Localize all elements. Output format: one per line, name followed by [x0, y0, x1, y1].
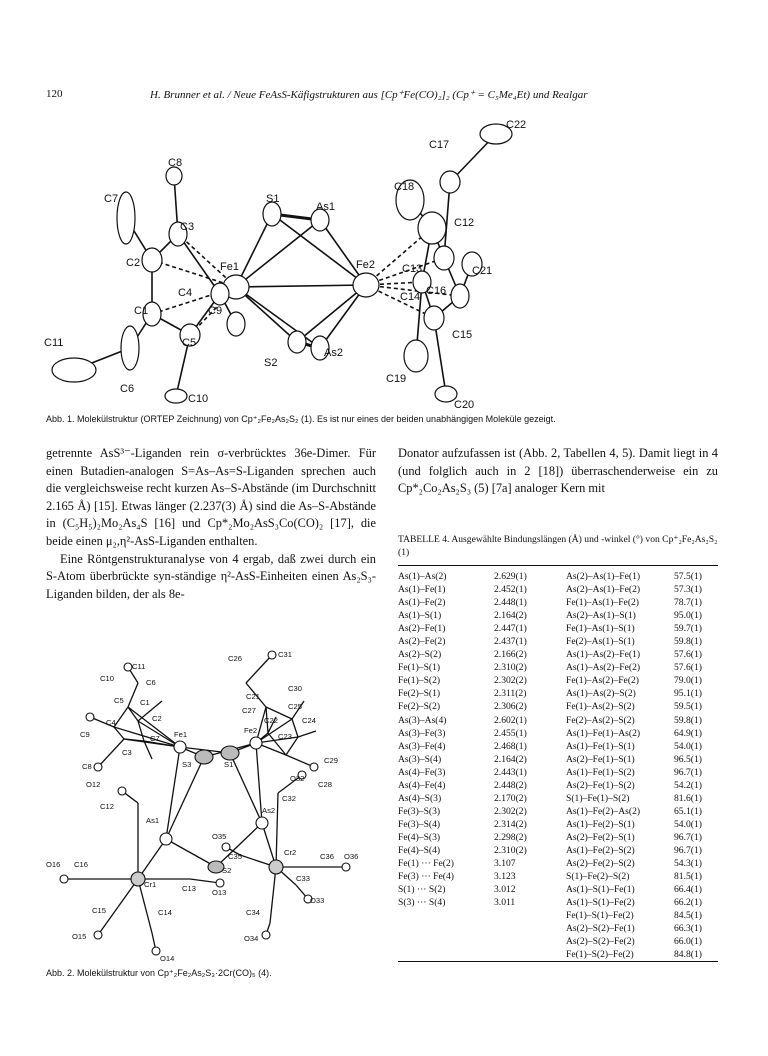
table-cell: 2.468(1): [494, 740, 527, 752]
table-cell: 2.302(2): [494, 805, 527, 817]
table-cell: Fe(1)–As(2)–S(2): [566, 701, 635, 713]
table-cell: 2.311(2): [494, 688, 527, 700]
svg-text:C32: C32: [282, 794, 296, 803]
svg-text:S2: S2: [222, 866, 232, 875]
table-cell: Fe(1)–S(2): [398, 675, 441, 687]
table-cell: S(1)–Fe(2)–S(2): [566, 871, 630, 883]
svg-text:C18: C18: [394, 181, 415, 193]
svg-text:Fe2: Fe2: [244, 726, 258, 735]
table-cell: 57.5(1): [674, 571, 702, 582]
svg-text:C12: C12: [454, 217, 475, 229]
table-cell: As(2)–S(2)–Fe(1): [566, 923, 635, 935]
table-cell: As(3)–Fe(3): [398, 727, 446, 739]
svg-text:O13: O13: [212, 888, 227, 897]
table-cell: 59.8(1): [674, 636, 702, 648]
svg-text:As1: As1: [316, 201, 335, 213]
table-row: [398, 779, 718, 792]
table-cell: 96.7(1): [674, 831, 702, 843]
table-cell: As(4)–Fe(3): [398, 766, 446, 778]
table-cell: As(2)–S(2)–Fe(2): [566, 936, 635, 948]
svg-text:C2: C2: [152, 714, 162, 723]
svg-text:C9: C9: [208, 305, 223, 317]
table-cell: 95.0(1): [674, 610, 702, 622]
svg-text:O35: O35: [212, 832, 227, 841]
table-cell: 2.629(1): [494, 571, 527, 582]
table-cell: 2.447(1): [494, 623, 527, 635]
table-cell: Fe(4)–S(4): [398, 844, 441, 856]
table-cell: Fe(3)–S(4): [398, 818, 441, 830]
svg-text:C8: C8: [168, 157, 183, 169]
table-row: [398, 935, 718, 948]
table-cell: 2.448(1): [494, 597, 527, 609]
svg-text:S1: S1: [224, 760, 234, 769]
table-cell: As(1)–S(1)–Fe(2): [566, 897, 635, 909]
table-cell: 96.7(1): [674, 844, 702, 856]
table-cell: 2.452(1): [494, 584, 527, 596]
body-text-right: [398, 445, 718, 498]
svg-text:S3: S3: [182, 760, 192, 769]
paragraph: getrennte AsS³⁻-Liganden rein σ-verbrücktes 36e-Dimer. Für einen Butadien-analogen S=As–As=S-Liganden sprechen auch die vergleichsweise recht kurzen As–S-Abstände (im Durchschnitt 2.165 Å) [15]. Etwas länger (2.237(3) Å) sind die As–S-Abstände in (C₅H₅)₂Mo₂As₄S [16] und Cp*₂Mo₂AsS₃Co(CO)₂ [17], die beide einen μ₂,η²-AsS-Liganden enthalten.: [46, 446, 376, 548]
svg-text:C36: C36: [320, 852, 334, 861]
svg-text:C1: C1: [134, 305, 149, 317]
table-cell: 2.310(2): [494, 662, 527, 674]
table-cell: As(1)–Fe(2)–As(2): [566, 805, 641, 817]
table-cell: 65.1(1): [674, 805, 702, 817]
svg-text:C22: C22: [506, 119, 527, 131]
table-cell: As(1)–Fe(2): [398, 597, 446, 609]
table-cell: [398, 909, 494, 922]
svg-text:C16: C16: [74, 860, 88, 869]
figure-1-caption: Abb. 1. Molekülstruktur (ORTEP Zeichnung) von Cp⁺₂Fe₂As₂S₂ (1). Es ist nur eines der beiden unabhängigen Moleküle gezeigt.: [46, 414, 556, 424]
svg-text:C31: C31: [278, 650, 292, 659]
table-row: [398, 883, 718, 896]
svg-text:C5: C5: [182, 337, 197, 349]
svg-text:C3: C3: [122, 748, 132, 757]
table-cell: As(4)–S(3): [398, 792, 442, 804]
table-cell: As(1)–As(2): [398, 571, 447, 582]
table-cell: 96.5(1): [674, 753, 702, 765]
table-cell: 57.6(1): [674, 662, 702, 674]
svg-text:C6: C6: [120, 383, 135, 395]
svg-text:Cr1: Cr1: [144, 880, 157, 889]
table-cell: As(1)–S(1)–Fe(1): [566, 884, 635, 896]
table-cell: As(2)–As(1)–Fe(1): [566, 571, 641, 582]
table-row: [398, 792, 718, 805]
table-cell: 2.314(2): [494, 818, 527, 830]
table-row: [398, 700, 718, 713]
table-cell: As(1)–As(2)–S(2): [566, 688, 636, 700]
svg-text:O15: O15: [72, 932, 87, 941]
table-cell: [398, 948, 494, 962]
table-row: [398, 818, 718, 831]
table-cell: As(3)–S(4): [398, 753, 442, 765]
table-cell: 3.011: [494, 897, 516, 909]
svg-text:C15: C15: [92, 906, 106, 915]
svg-text:C27: C27: [242, 706, 256, 715]
table-cell: As(2)–As(1)–Fe(2): [566, 584, 641, 596]
table-cell: 59.5(1): [674, 701, 702, 713]
table-row: [398, 753, 718, 766]
table-row: [398, 609, 718, 622]
table-cell: [494, 922, 566, 935]
table-cell: 3.123: [494, 871, 516, 883]
table-cell: 2.310(2): [494, 844, 527, 856]
svg-text:C21: C21: [472, 265, 493, 277]
table-cell: As(1)–S(1): [398, 610, 442, 622]
table-row: [398, 740, 718, 753]
svg-text:O32: O32: [290, 774, 305, 783]
svg-text:C35: C35: [228, 852, 242, 861]
table-cell: [494, 909, 566, 922]
svg-text:C21: C21: [246, 692, 260, 701]
svg-text:C14: C14: [400, 291, 421, 303]
svg-text:C33: C33: [296, 874, 310, 883]
table-cell: As(3)–As(4): [398, 714, 447, 726]
table-row: [398, 674, 718, 687]
table-cell: Fe(1) ··· Fe(2): [398, 858, 454, 870]
table-cell: 2.166(2): [494, 649, 527, 661]
table-cell: Fe(4)–S(3): [398, 831, 441, 843]
table-cell: [494, 935, 566, 948]
table-cell: As(3)–Fe(4): [398, 740, 446, 752]
svg-text:C19: C19: [386, 373, 407, 385]
table-cell: Fe(3)–S(3): [398, 805, 441, 817]
table-cell: 66.4(1): [674, 884, 702, 896]
svg-text:C4: C4: [106, 718, 116, 727]
table-cell: 2.164(2): [494, 610, 527, 622]
table-4: [398, 533, 720, 962]
svg-text:C2: C2: [126, 257, 141, 269]
svg-text:C24: C24: [302, 716, 316, 725]
table-cell: 2.455(1): [494, 727, 527, 739]
svg-text:C25: C25: [288, 702, 302, 711]
table-cell: [494, 948, 566, 962]
table-cell: 2.306(2): [494, 701, 527, 713]
table-cell: 2.443(1): [494, 766, 527, 778]
table-cell: 3.012: [494, 884, 516, 896]
svg-text:O16: O16: [46, 860, 61, 869]
svg-text:C17: C17: [429, 139, 450, 151]
table-cell: 2.170(2): [494, 792, 527, 804]
table-row: [398, 948, 718, 962]
table-cell: 84.5(1): [674, 910, 702, 922]
table-cell: As(1)–As(2)–Fe(1): [566, 649, 641, 661]
table-row: [398, 648, 718, 661]
table-row: [398, 909, 718, 922]
svg-text:C4: C4: [178, 287, 193, 299]
table-cell: 54.0(1): [674, 740, 702, 752]
table-cell: Fe(2)–As(2)–S(2): [566, 714, 635, 726]
running-head: H. Brunner et al. / Neue FeAsS-Käfigstrukturen aus [Cp⁺Fe(CO)₂]₂ (Cp⁺ = C₅Me₄Et) und Realgar: [150, 89, 588, 101]
table-row: [398, 622, 718, 635]
table-cell: 84.8(1): [674, 949, 702, 961]
svg-text:C20: C20: [454, 399, 475, 410]
svg-text:C10: C10: [100, 674, 114, 683]
table-cell: Fe(1)–S(1)–Fe(2): [566, 910, 634, 922]
table-cell: As(2)–Fe(2)–S(2): [566, 858, 635, 870]
table-cell: As(2)–Fe(2): [398, 636, 446, 648]
figure-1-ortep: [40, 110, 740, 410]
table-cell: S(1)–Fe(1)–S(2): [566, 792, 630, 804]
svg-text:C8: C8: [82, 762, 92, 771]
svg-text:C22: C22: [264, 716, 278, 725]
table-cell: As(2)–Fe(1)–S(1): [566, 753, 635, 765]
table-cell: 57.3(1): [674, 584, 702, 596]
table-cell: 78.7(1): [674, 597, 702, 609]
table-cell: 2.302(2): [494, 675, 527, 687]
svg-text:C11: C11: [132, 662, 146, 671]
table-cell: Fe(3) ··· Fe(4): [398, 871, 454, 883]
table-cell: As(1)–As(2)–Fe(2): [566, 662, 641, 674]
table-row: [398, 596, 718, 609]
svg-text:C26: C26: [228, 654, 242, 663]
table-title: TABELLE 4. Ausgewählte Bindungslängen (Å) und -winkel (°) von Cp⁺₂Fe₂As₂S₂ (1): [398, 534, 718, 558]
svg-text:O36: O36: [344, 852, 359, 861]
svg-text:O14: O14: [160, 954, 175, 963]
table-row: [398, 566, 718, 584]
figure-2-structure: [40, 643, 390, 965]
table-cell: 59.8(1): [674, 714, 702, 726]
table-cell: As(1)–Fe(1)–S(1): [566, 740, 635, 752]
paragraph: Eine Röntgenstrukturanalyse von 4 ergab, daß zwei durch ein S-Atom überbrückte syn-ständige η²-AsS-Einheiten einen As₂S₃-Liganden bilden, der als 8e-: [46, 551, 376, 601]
table-row: [398, 805, 718, 818]
bond-table: [398, 565, 718, 962]
table-row: [398, 635, 718, 648]
table-cell: 54.3(1): [674, 858, 702, 870]
svg-text:C3: C3: [180, 221, 195, 233]
table-cell: Fe(1)–As(2)–Fe(2): [566, 675, 640, 687]
table-row: [398, 896, 718, 909]
svg-text:C5: C5: [114, 696, 124, 705]
table-cell: Fe(1)–As(1)–S(1): [566, 623, 635, 635]
svg-text:As2: As2: [262, 806, 276, 815]
svg-text:S2: S2: [264, 357, 278, 369]
table-cell: As(2)–As(1)–S(1): [566, 610, 636, 622]
svg-text:C34: C34: [246, 908, 260, 917]
table-cell: 81.5(1): [674, 871, 702, 883]
svg-text:Cr2: Cr2: [284, 848, 297, 857]
table-cell: As(4)–Fe(4): [398, 779, 446, 791]
table-cell: 66.0(1): [674, 936, 702, 948]
svg-text:O33: O33: [310, 896, 325, 905]
figure-2-caption: Abb. 2. Molekülstruktur von Cp⁺₂Fe₂As₂S₃·2Cr(CO)₅ (4).: [46, 968, 272, 978]
table-cell: 66.3(1): [674, 923, 702, 935]
figure-1-drawing: [40, 110, 740, 410]
table-row: [398, 714, 718, 727]
table-cell: As(2)–S(2): [398, 649, 442, 661]
table-row: [398, 844, 718, 857]
table-row: [398, 583, 718, 596]
table-cell: 3.107: [494, 858, 516, 870]
table-cell: 2.448(2): [494, 779, 527, 791]
svg-text:C13: C13: [402, 263, 423, 275]
svg-text:Fe1: Fe1: [174, 730, 188, 739]
table-cell: 2.602(1): [494, 714, 527, 726]
svg-text:C9: C9: [80, 730, 90, 739]
table-row: [398, 766, 718, 779]
table-cell: As(1)–Fe(2)–S(2): [566, 844, 635, 856]
svg-text:C1: C1: [140, 698, 150, 707]
table-row: [398, 870, 718, 883]
svg-text:O34: O34: [244, 934, 259, 943]
table-cell: [398, 935, 494, 948]
svg-text:C12: C12: [100, 802, 114, 811]
table-row: [398, 687, 718, 700]
figure-2-drawing: [40, 643, 390, 965]
table-cell: As(1)–Fe(2)–S(1): [566, 818, 635, 830]
table-row: [398, 831, 718, 844]
table-cell: Fe(1)–S(2)–Fe(2): [566, 949, 634, 961]
svg-text:C14: C14: [158, 908, 172, 917]
svg-text:As1: As1: [146, 816, 160, 825]
table-cell: 54.2(1): [674, 779, 702, 791]
table-cell: Fe(1)–As(1)–Fe(2): [566, 597, 640, 609]
table-cell: 57.6(1): [674, 649, 702, 661]
svg-text:Fe1: Fe1: [220, 261, 239, 273]
table-cell: As(2)–Fe(2)–S(1): [566, 831, 635, 843]
table-cell: As(1)–Fe(1)–As(2): [566, 727, 641, 739]
svg-text:C29: C29: [324, 756, 338, 765]
svg-text:C11: C11: [44, 337, 64, 349]
table-cell: 2.437(1): [494, 636, 527, 648]
svg-text:C23: C23: [278, 732, 292, 741]
svg-text:C10: C10: [188, 393, 209, 405]
svg-text:C13: C13: [182, 884, 196, 893]
table-row: [398, 727, 718, 740]
svg-text:C7: C7: [150, 734, 160, 743]
table-cell: 81.6(1): [674, 792, 702, 804]
table-row: [398, 857, 718, 870]
svg-text:S1: S1: [266, 193, 280, 205]
table-cell: 96.7(1): [674, 766, 702, 778]
svg-text:C28: C28: [318, 780, 332, 789]
svg-text:C7: C7: [104, 193, 119, 205]
page-number: 120: [46, 88, 63, 100]
table-row: [398, 661, 718, 674]
svg-text:C15: C15: [452, 329, 473, 341]
table-cell: As(1)–Fe(1)–S(2): [566, 766, 635, 778]
table-row: [398, 922, 718, 935]
table-cell: As(1)–Fe(1): [398, 584, 446, 596]
body-text-left: [46, 445, 376, 603]
table-cell: Fe(2)–S(2): [398, 701, 441, 713]
table-cell: As(2)–Fe(1)–S(2): [566, 779, 635, 791]
table-cell: S(1) ··· S(2): [398, 884, 446, 896]
table-cell: 2.298(2): [494, 831, 527, 843]
table-cell: 66.2(1): [674, 897, 702, 909]
svg-text:As2: As2: [324, 347, 343, 359]
table-cell: Fe(2)–S(1): [398, 688, 441, 700]
table-cell: 95.1(1): [674, 688, 702, 700]
svg-text:C16: C16: [426, 285, 447, 297]
svg-text:C30: C30: [288, 684, 302, 693]
table-cell: 54.0(1): [674, 818, 702, 830]
table-cell: As(2)–Fe(1): [398, 623, 446, 635]
table-cell: 79.0(1): [674, 675, 702, 687]
svg-text:Fe2: Fe2: [356, 259, 375, 271]
table-cell: 2.164(2): [494, 753, 527, 765]
table-cell: Fe(1)–S(1): [398, 662, 441, 674]
table-cell: 59.7(1): [674, 623, 702, 635]
svg-text:O12: O12: [86, 780, 101, 789]
svg-text:C6: C6: [146, 678, 156, 687]
table-cell: Fe(2)–As(1)–S(1): [566, 636, 635, 648]
table-cell: S(3) ··· S(4): [398, 897, 446, 909]
table-cell: 64.9(1): [674, 727, 702, 739]
paragraph: Donator aufzufassen ist (Abb. 2, Tabellen 4, 5). Damit liegt in 4 (und folglich auch in 2 [18]) überraschenderweise ein zu Cp*₂Co₂As₂S₃ (5) [7a] analoger Kern mit: [398, 446, 718, 496]
table-cell: [398, 922, 494, 935]
